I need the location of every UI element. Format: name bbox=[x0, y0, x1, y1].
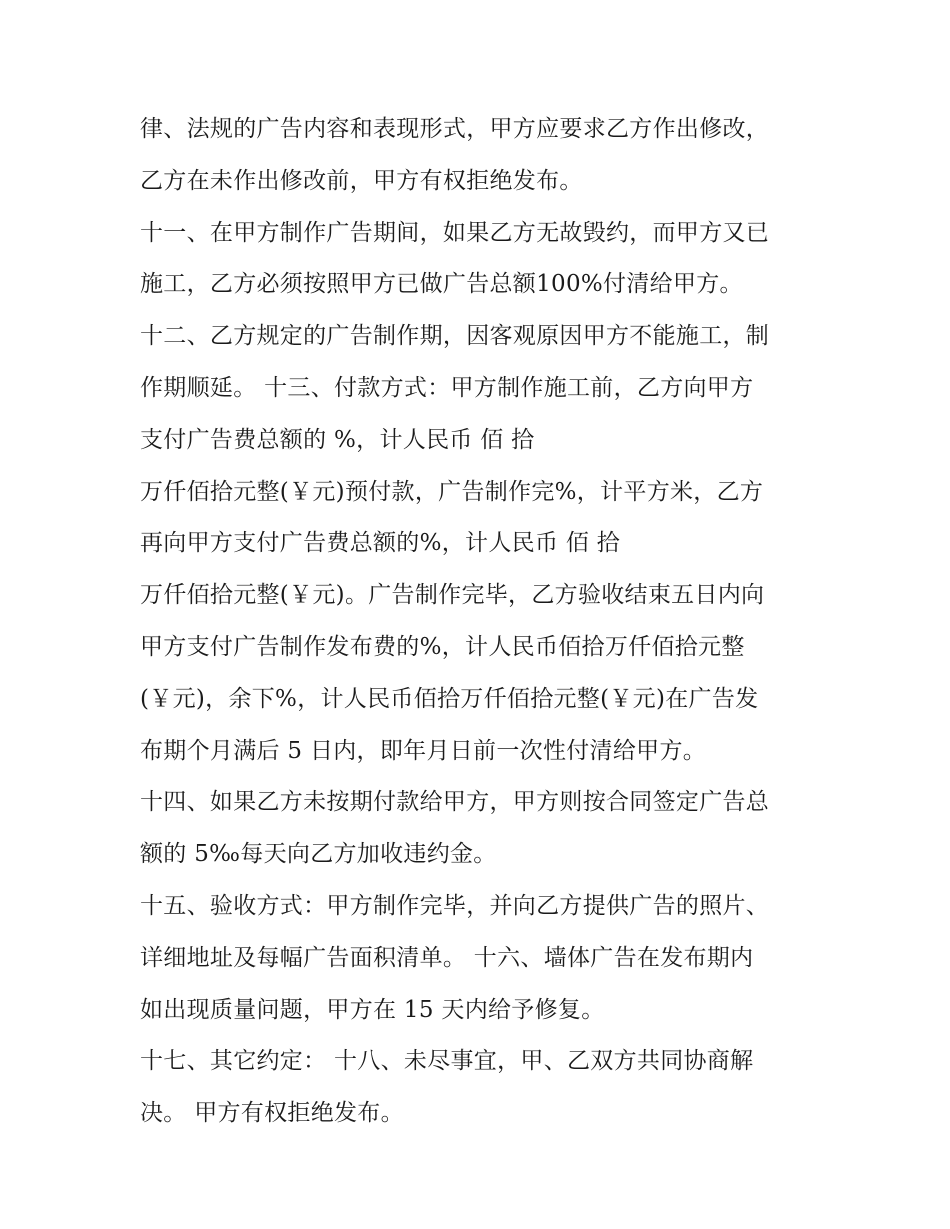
text-line: 乙方在未作出修改前，甲方有权拒绝发布。 bbox=[140, 167, 583, 194]
text-line: 十一、在甲方制作广告期间，如果乙方无故毁约，而甲方又已 bbox=[140, 219, 770, 246]
text-line: 万仟佰拾元整(￥元)。广告制作完毕，乙方验收结束五日内向 bbox=[140, 582, 765, 609]
text-line: 如出现质量问题，甲方在 15 天内给予修复。 bbox=[140, 996, 605, 1023]
text-line: 再向甲方支付广告费总额的%，计人民币 佰 拾 bbox=[140, 530, 621, 557]
text-line: 律、法规的广告内容和表现形式，甲方应要求乙方作出修改， bbox=[140, 116, 770, 142]
text-line: 万仟佰拾元整(￥元)预付款，广告制作完%，计平方米，乙方 bbox=[140, 478, 764, 505]
text-line: 决。 甲方有权拒绝发布。 bbox=[140, 1100, 404, 1127]
text-line: 十二、乙方规定的广告制作期，因客观原因甲方不能施工，制 bbox=[140, 323, 770, 350]
text-line: (￥元)，余下%，计人民币佰拾万仟佰拾元整(￥元)在广告发 bbox=[140, 685, 759, 712]
text-line: 十七、其它约定： 十八、未尽事宜，甲、乙双方共同协商解 bbox=[140, 1048, 754, 1075]
text-line: 支付广告费总额的 %，计人民币 佰 拾 bbox=[140, 426, 535, 453]
text-line: 详细地址及每幅广告面积清单。 十六、墙体广告在发布期内 bbox=[140, 944, 754, 971]
text-line: 布期个月满后 5 日内，即年月日前一次性付清给甲方。 bbox=[140, 737, 707, 764]
text-line: 作期顺延。 十三、付款方式：甲方制作施工前，乙方向甲方 bbox=[140, 374, 754, 401]
text-line: 十四、如果乙方未按期付款给甲方，甲方则按合同签定广告总 bbox=[140, 789, 770, 816]
text-line: 额的 5‰每天向乙方加收违约金。 bbox=[140, 841, 497, 868]
text-line: 甲方支付广告制作发布费的%，计人民币佰拾万仟佰拾元整 bbox=[140, 633, 745, 660]
text-line: 十五、验收方式：甲方制作完毕，并向乙方提供广告的照片、 bbox=[140, 892, 770, 919]
text-line: 施工，乙方必须按照甲方已做广告总额100%付清给甲方。 bbox=[140, 271, 743, 298]
contract-text-block bbox=[140, 104, 840, 1140]
